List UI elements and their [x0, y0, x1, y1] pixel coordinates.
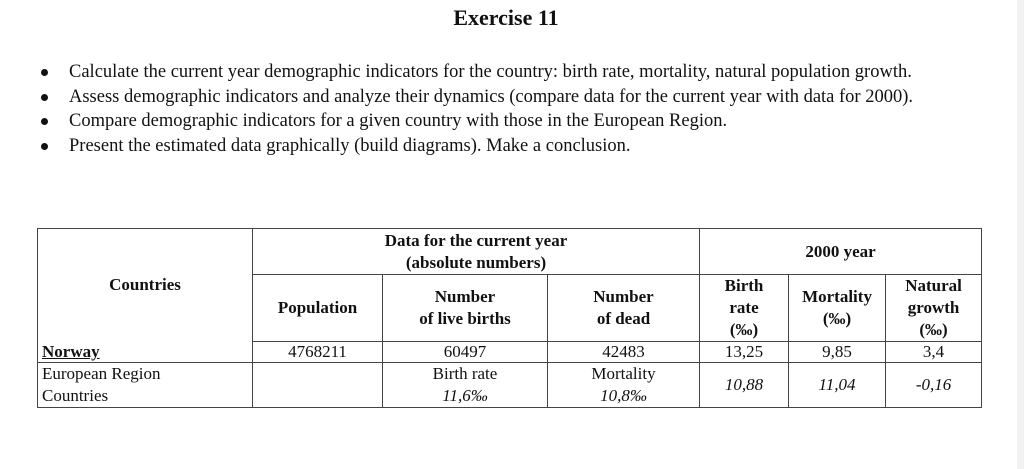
demographic-table	[37, 228, 982, 408]
header-birth-rate-line3: (‰)	[729, 320, 759, 339]
row-europe-mortality-value: 10,8‰	[600, 386, 647, 405]
bullet-icon	[41, 118, 48, 125]
task-item	[30, 134, 970, 159]
row-europe-birth-value: 11,6‰	[442, 386, 488, 405]
task-item	[30, 60, 970, 85]
row-europe-birth-label: Birth rate	[432, 364, 498, 383]
row-europe-mortality: 11,04	[789, 363, 886, 408]
row-europe-country	[38, 363, 253, 408]
row-europe-birth-cell	[383, 363, 548, 408]
header-growth-line1: Natural	[905, 276, 962, 295]
row-europe-birth-rate: 10,88	[700, 363, 789, 408]
row-europe-country-line2: Countries	[42, 386, 109, 405]
task-text: Assess demographic indicators and analyze their dynamics (compare data for the current year with data for 2000).	[69, 86, 913, 107]
row-norway-growth: 3,4	[886, 342, 982, 363]
header-dead	[548, 275, 700, 342]
header-dead-line2: of dead	[596, 309, 651, 328]
header-countries	[38, 229, 253, 342]
header-current-year-title: Data for the current year	[384, 230, 568, 250]
table-row	[38, 363, 982, 408]
header-birth-rate-line1: Birth	[724, 276, 764, 295]
row-europe-mortality-label: Mortality	[591, 364, 656, 383]
header-birth-rate	[700, 275, 789, 342]
bullet-icon	[41, 94, 48, 101]
scrollbar[interactable]	[1017, 0, 1024, 469]
header-2000-group	[700, 229, 982, 275]
row-norway-live-births: 60497	[383, 342, 548, 363]
task-text: Present the estimated data graphically (build diagrams). Make a conclusion.	[69, 135, 631, 156]
header-countries-label: Countries	[109, 275, 181, 295]
header-current-year-subtitle: (absolute numbers)	[405, 252, 547, 272]
header-population-label: Population	[277, 298, 358, 317]
bullet-icon	[41, 143, 48, 150]
header-mortality-line2: (‰)	[822, 309, 852, 328]
row-norway-country: Norway	[38, 342, 253, 363]
header-live-births-line1: Number	[434, 287, 496, 306]
row-europe-growth: -0,16	[886, 363, 982, 408]
header-mortality	[789, 275, 886, 342]
header-live-births-line2: of live births	[419, 309, 511, 328]
bullet-icon	[41, 69, 48, 76]
row-europe-mortality-cell	[548, 363, 700, 408]
task-item	[30, 109, 970, 134]
row-europe-population	[253, 363, 383, 408]
table-row	[38, 342, 982, 363]
header-live-births	[383, 275, 548, 342]
task-list	[30, 60, 970, 158]
row-norway-dead: 42483	[548, 342, 700, 363]
row-europe-country-line1: European Region	[42, 364, 161, 383]
header-2000-label: 2000 year	[805, 241, 876, 261]
row-norway-mortality: 9,85	[789, 342, 886, 363]
header-mortality-line1: Mortality	[802, 287, 872, 306]
exercise-title: Exercise 11	[453, 5, 559, 30]
task-text: Compare demographic indicators for a given country with those in the European Region.	[69, 111, 728, 131]
header-population	[253, 275, 383, 342]
task-text: Calculate the current year demographic indicators for the country: birth rate, mortality, natural population growth.	[69, 62, 912, 82]
row-norway-population: 4768211	[253, 342, 383, 363]
header-dead-line1: Number	[593, 287, 654, 306]
task-item	[30, 85, 970, 110]
header-growth-line3: (‰)	[919, 320, 948, 339]
header-birth-rate-line2: rate	[729, 298, 759, 317]
header-natural-growth	[886, 275, 982, 342]
header-current-year-group	[253, 229, 700, 275]
row-norway-birth-rate: 13,25	[700, 342, 789, 363]
header-growth-line2: growth	[907, 298, 960, 317]
